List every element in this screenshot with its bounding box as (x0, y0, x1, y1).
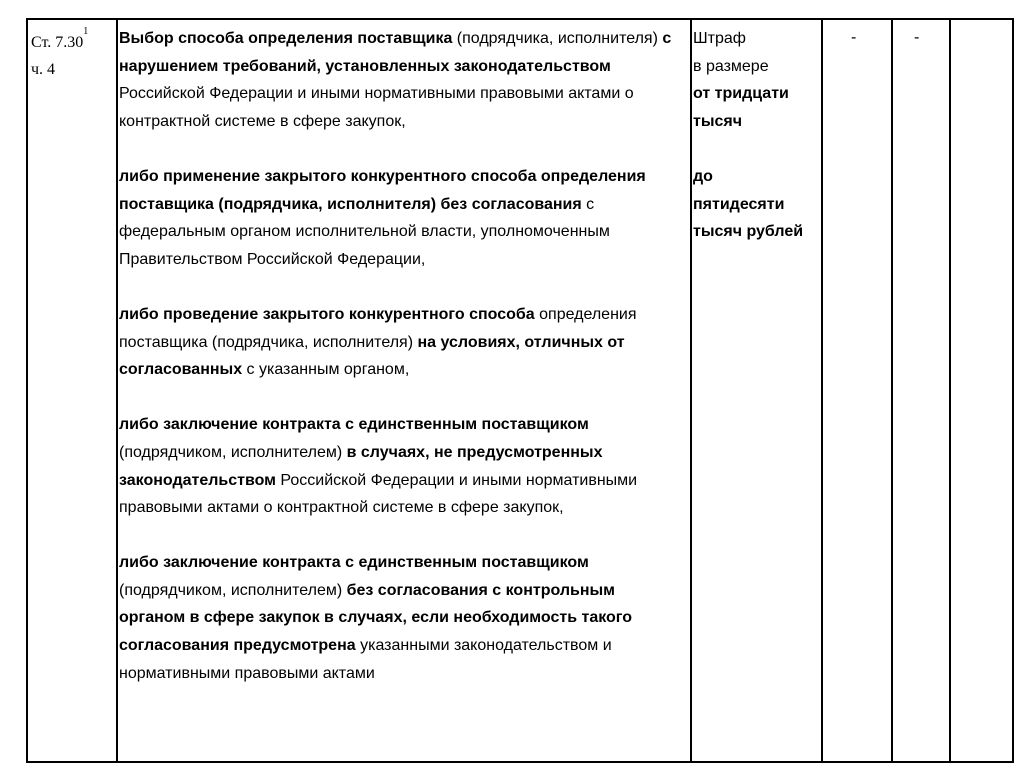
column-5-value: - (914, 29, 920, 46)
bold-text-run: либо применение закрытого конкурентного способа определения поставщика (подрядчика, исполнителя) без согласования (119, 167, 646, 213)
article-part: ч. 4 (31, 61, 56, 78)
column-divider (891, 20, 893, 761)
law-table (26, 18, 1014, 763)
article-reference-cell (31, 26, 115, 83)
penalty-line: до (693, 167, 713, 185)
penalty-line: пятидесяти (693, 195, 785, 213)
description-paragraph (119, 25, 685, 135)
bold-text-run: либо заключение контракта с единственным поставщиком (119, 416, 589, 434)
column-divider (949, 20, 951, 761)
text-run: Российской Федерации и иными нормативными правовыми актами о контрактной системе в сфере закупок, (119, 471, 638, 517)
column-divider (690, 20, 692, 761)
text-run: с указанным органом, (242, 361, 410, 379)
description-paragraph (119, 549, 685, 687)
penalty-spacer (693, 135, 819, 163)
text-run: указанными законодательством и нормативными правовыми актами (119, 637, 612, 682)
column-divider (116, 20, 118, 761)
description-paragraph (119, 411, 685, 521)
bold-text-run: с нарушением требований, установленных законодательством (119, 30, 672, 75)
penalty-line: в размере (693, 57, 769, 75)
bold-text-run: Выбор способа определения поставщика (119, 30, 453, 47)
offense-description-cell (119, 25, 685, 687)
text-run: с федеральным органом исполнительной власти, уполномоченным Правительством Российской Федерации, (119, 195, 610, 268)
bold-text-run: без согласования с контрольным органом в сфере закупок в случаях, если необходимость такого согласования предусмотрена (119, 581, 633, 655)
text-run: Российской Федерации и иными нормативными правовыми актами о контрактной системе в сфере закупок, (119, 85, 634, 130)
bold-text-run: либо заключение контракта с единственным поставщиком (119, 554, 589, 572)
penalty-line: тысяч рублей (693, 223, 804, 241)
bold-text-run: на условиях, отличных от согласованных (119, 333, 625, 379)
column-divider (821, 20, 823, 761)
penalty-line: от тридцати (693, 85, 789, 103)
article-number: Ст. 7.30$^1$ (31, 26, 89, 51)
description-paragraph (119, 301, 685, 384)
text-run: (подрядчика, исполнителя) (452, 30, 663, 47)
penalty-line: тысяч (693, 112, 743, 130)
penalty-line: Штраф (693, 30, 746, 47)
penalty-cell (693, 25, 819, 246)
column-4-value: - (851, 29, 857, 46)
description-paragraph (119, 163, 685, 273)
bold-text-run: в случаях, не предусмотренных законодательством (119, 443, 603, 489)
text-run: (подрядчиком, исполнителем) (119, 443, 347, 461)
text-run: определения поставщика (подрядчика, исполнителя) (119, 305, 637, 351)
bold-text-run: либо проведение закрытого конкурентного способа (119, 305, 535, 323)
text-run: (подрядчиком, исполнителем) (119, 581, 347, 599)
